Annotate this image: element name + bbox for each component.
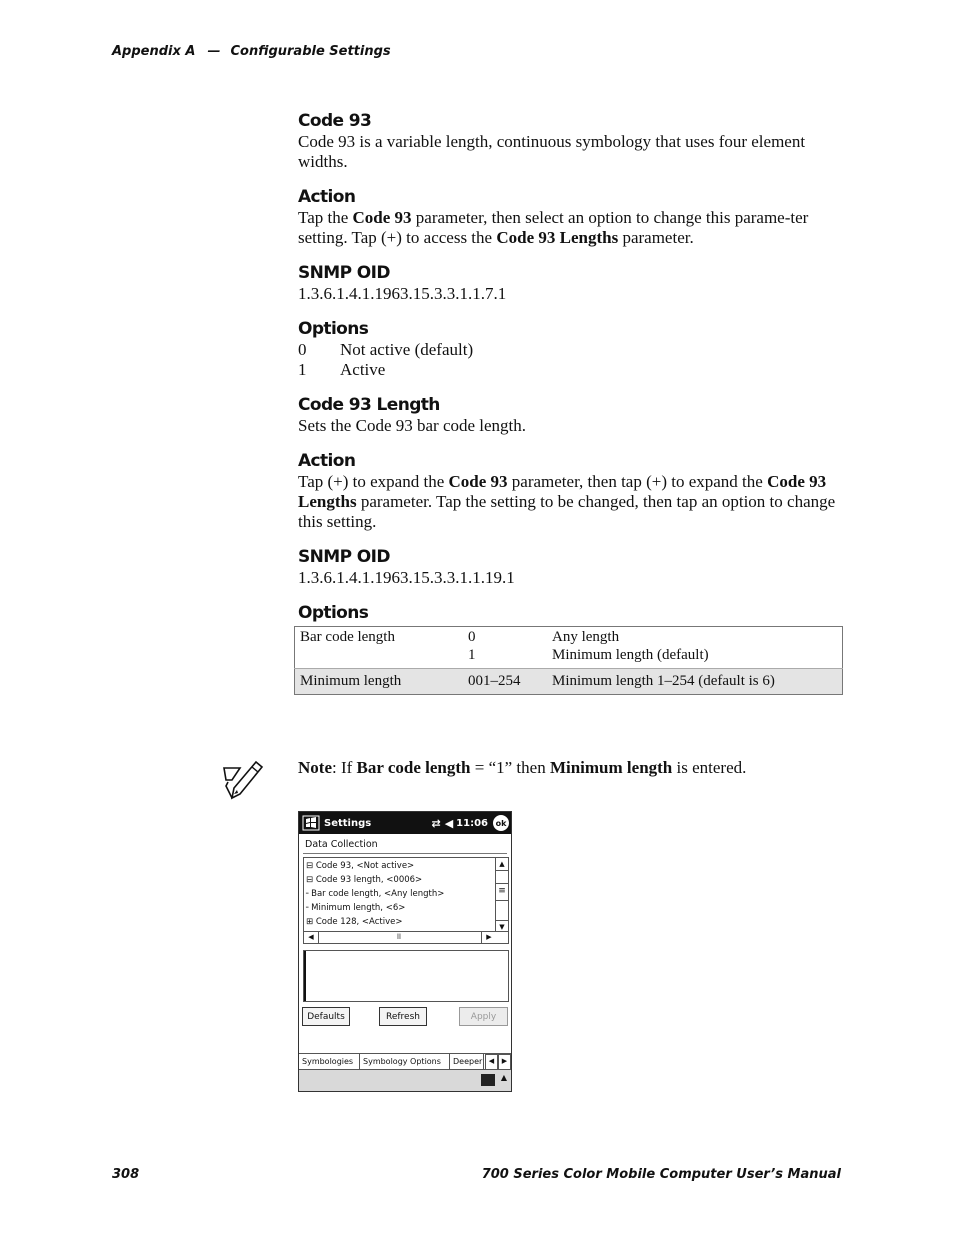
device-clock[interactable]: 11:06: [456, 817, 488, 829]
code93-snmp-block: [298, 262, 843, 304]
tree-item[interactable]: ╴Minimum length, <6>: [306, 903, 406, 913]
table-row: [295, 627, 843, 669]
header-section: Appendix A: [112, 44, 196, 59]
scroll-thumb-grip[interactable]: ll: [397, 933, 401, 941]
vertical-scrollbar[interactable]: [495, 858, 508, 933]
code93len-options-block: [298, 602, 843, 695]
scroll-up-icon[interactable]: ▲: [496, 858, 508, 871]
code93-action-text: Tap the Code 93 parameter, then select an option to change this parame-ter setting. Tap (+) to access the Code 93 Lengths parameter.: [298, 208, 809, 247]
command-bar: [299, 1069, 511, 1091]
keyboard-icon[interactable]: [481, 1074, 495, 1086]
tab-deeper[interactable]: Deeper: [450, 1054, 484, 1069]
table-cell-values: 001–254: [463, 669, 547, 695]
code93len-options-heading: Options: [298, 603, 369, 623]
windows-start-icon[interactable]: [302, 815, 320, 831]
code93-block: [298, 110, 843, 172]
table-cell-descriptions: Any length Minimum length (default): [552, 629, 709, 663]
table-cell-name: Bar code length: [300, 629, 395, 645]
tab-left-icon[interactable]: ◀: [485, 1054, 498, 1070]
code93-action-block: [298, 186, 843, 248]
header-title: Configurable Settings: [230, 44, 391, 59]
main-content: [298, 110, 843, 695]
code93len-action-block: [298, 450, 843, 532]
tab-right-icon[interactable]: ▶: [498, 1054, 511, 1070]
table-row: [295, 669, 843, 695]
table-cell-descriptions: Minimum length 1–254 (default is 6): [547, 669, 843, 695]
apply-button[interactable]: Apply: [459, 1007, 508, 1026]
note-pencil-icon: [220, 758, 266, 802]
scroll-right-icon[interactable]: ▶: [481, 932, 496, 943]
header-separator: —: [207, 44, 221, 59]
tree-item[interactable]: ⊞ Code 128, <Active>: [306, 917, 403, 927]
tab-symbology-options[interactable]: Symbology Options: [360, 1054, 450, 1069]
tree-item[interactable]: ⊟ Code 93, <Not active>: [306, 861, 415, 871]
code93-snmp-oid: 1.3.6.1.4.1.1963.15.3.3.1.1.7.1: [298, 284, 507, 303]
code93-options-block: [298, 318, 843, 380]
table-cell-values: 0 1: [468, 629, 476, 663]
note-text: Note: If Bar code length = “1” then Minimum length is entered.: [298, 758, 747, 777]
section-divider: [303, 853, 507, 854]
code93len-block: [298, 394, 843, 436]
settings-tree[interactable]: [303, 857, 509, 944]
device-title-bar: [299, 812, 511, 834]
code93len-heading: Code 93 Length: [298, 395, 440, 415]
table-cell-name: Minimum length: [295, 669, 464, 695]
refresh-button[interactable]: Refresh: [379, 1007, 427, 1026]
options-table: [294, 626, 843, 695]
manual-title: 700 Series Color Mobile Computer User’s Manual: [481, 1167, 841, 1182]
running-header: [112, 44, 391, 59]
code93len-action-text: Tap (+) to expand the Code 93 parameter, then tap (+) to expand the Code 93 Lengths parameter. Tap the setting to be changed, then tap an option to change this setting.: [298, 472, 836, 531]
code93len-snmp-oid: 1.3.6.1.4.1.1963.15.3.3.1.1.19.1: [298, 568, 515, 587]
option-row: 0 Not active (default): [298, 340, 474, 359]
input-menu-icon[interactable]: ▲: [500, 1073, 507, 1082]
value-text-box[interactable]: [303, 950, 509, 1002]
code93-heading: Code 93: [298, 111, 372, 131]
ok-button[interactable]: ok: [493, 815, 509, 831]
code93-snmp-heading: SNMP OID: [298, 263, 390, 283]
speaker-icon[interactable]: ◀: [444, 816, 454, 830]
tab-symbologies[interactable]: Symbologies: [299, 1054, 360, 1069]
tree-item[interactable]: ⊟ Code 93 length, <0006>: [306, 875, 423, 885]
code93len-action-heading: Action: [298, 451, 356, 471]
code93-action-heading: Action: [298, 187, 356, 207]
horizontal-scrollbar[interactable]: [304, 931, 508, 943]
tab-scroll: [485, 1054, 511, 1069]
code93len-snmp-heading: SNMP OID: [298, 547, 390, 567]
code93-options-heading: Options: [298, 319, 369, 339]
device-section-title: Data Collection: [305, 839, 378, 850]
code93len-snmp-block: [298, 546, 843, 588]
option-row: 1 Active: [298, 360, 386, 379]
tree-rows: [306, 859, 492, 929]
scroll-left-icon[interactable]: ◀: [304, 932, 319, 943]
tree-item[interactable]: ╴Bar code length, <Any length>: [306, 889, 445, 899]
connectivity-icon[interactable]: ⇄: [431, 816, 441, 830]
device-title: Settings: [324, 817, 372, 829]
code93len-description: Sets the Code 93 bar code length.: [298, 416, 527, 435]
code93-description: Code 93 is a variable length, continuous symbology that uses four element widths.: [298, 132, 806, 171]
defaults-button[interactable]: Defaults: [302, 1007, 350, 1026]
scroll-down-icon[interactable]: ▼: [496, 920, 508, 933]
tab-strip: [299, 1053, 511, 1070]
device-screenshot: [298, 811, 512, 1092]
page-number: 308: [112, 1167, 140, 1182]
scroll-thumb[interactable]: ≡: [496, 883, 508, 901]
